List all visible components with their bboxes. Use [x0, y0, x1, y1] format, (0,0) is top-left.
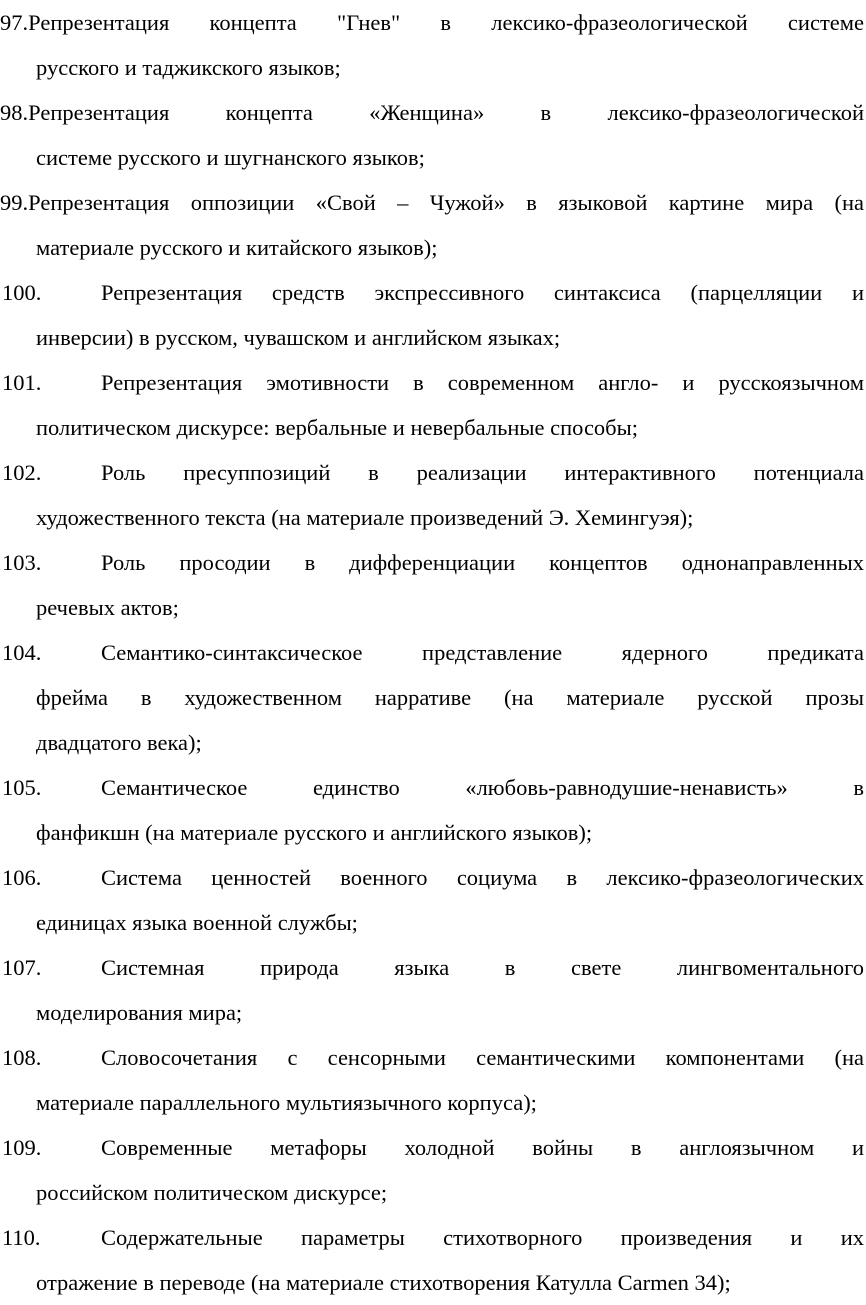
list-item-text-line: отражение в переводе (на материале стихотворения Катулла Carmen 34); — [36, 1270, 731, 1295]
list-item-text-line: Репрезентация эмотивности в современном англо- и русскоязычном — [101, 370, 864, 395]
list-item-text-line: Системная природа языка в свете лингвоментального — [101, 955, 864, 980]
list-item-text-line — [0, 90, 866, 135]
list-item-text-line: моделирования мира; — [36, 1000, 243, 1025]
list-item-text-line: материале параллельного мультиязычного корпуса); — [36, 1090, 537, 1115]
list-item-text-line: Содержательные параметры стихотворного произведения и их — [101, 1225, 864, 1250]
list-item-text-line: материале русского и китайского языков); — [36, 235, 438, 260]
list-item-number: 104. — [2, 640, 42, 665]
list-item — [0, 0, 866, 90]
list-item-text-line: Система ценностей военного социума в лексико-фразеологических — [101, 865, 864, 890]
list-item — [0, 765, 866, 855]
list-item — [0, 1035, 866, 1125]
list-item-text-line: русского и таджикского языков; — [36, 55, 341, 80]
list-item-text-line: системе русского и шугнанского языков; — [36, 145, 425, 170]
list-item-text-line: Репрезентация средств экспрессивного синтаксиса (парцелляции и — [101, 280, 864, 305]
list-item-number: 101. — [2, 370, 42, 395]
list-item-number: 105. — [2, 775, 42, 800]
list-item — [0, 270, 866, 360]
list-item-text-line: Роль просодии в дифференциации концептов однонаправленных — [101, 550, 864, 575]
list-item-number: 107. — [2, 955, 42, 980]
list-item-text-line: Современные метафоры холодной войны в англоязычном и — [101, 1135, 864, 1160]
list-item-number: 109. — [2, 1135, 42, 1160]
list-item-number: 103. — [2, 550, 42, 575]
list-item-text-line: единицах языка военной службы; — [36, 910, 358, 935]
list-item-text-line — [0, 0, 866, 45]
list-item — [0, 450, 866, 540]
list-item — [0, 855, 866, 945]
list-item-text-line: Семантико-синтаксическое представление ядерного предиката — [101, 640, 864, 665]
list-item-text-line: Семантическое единство «любовь-равнодушие-ненависть» в — [101, 775, 864, 800]
list-item-number: 97. — [0, 10, 29, 35]
list-item-number: 98. — [0, 100, 29, 125]
list-item-text: Репрезентация концепта "Гнев" в лексико-фразеологической системе — [28, 10, 864, 35]
list-item-number: 99. — [0, 190, 29, 215]
list-item-text-line: художественного текста (на материале произведений Э. Хемингуэя); — [36, 505, 694, 530]
list-item-text-line: Роль пресуппозиций в реализации интерактивного потенциала — [101, 460, 864, 485]
list-item-text-line: фрейма в художественном нарративе (на материале русской прозы — [36, 685, 864, 710]
list-item-text-line: двадцатого века); — [36, 730, 202, 755]
list-item — [0, 90, 866, 180]
list-item — [0, 630, 866, 765]
list-item — [0, 540, 866, 630]
list-item-text-line: Словосочетания с сенсорными семантическими компонентами (на — [101, 1045, 864, 1070]
list-item-text-line: инверсии) в русском, чувашском и английском языках; — [36, 325, 561, 350]
list-item-text-line: российском политическом дискурсе; — [36, 1180, 388, 1205]
list-item-number: 102. — [2, 460, 42, 485]
list-item-text-line: политическом дискурсе: вербальные и невербальные способы; — [36, 415, 638, 440]
list-item — [0, 1125, 866, 1215]
list-item-text-line: речевых актов; — [36, 595, 179, 620]
list-item-text: Репрезентация оппозиции «Свой – Чужой» в языковой картине мира (на — [28, 190, 864, 215]
list-item-number: 100. — [2, 280, 42, 305]
list-item — [0, 360, 866, 450]
list-item — [0, 945, 866, 1035]
list-item-number: 106. — [2, 865, 42, 890]
list-item-text-line: фанфикшн (на материале русского и английского языков); — [36, 820, 593, 845]
list-item-text: Репрезентация концепта «Женщина» в лексико-фразеологической — [28, 100, 864, 125]
list-item-number: 110. — [2, 1225, 41, 1250]
list-item-text-line — [0, 180, 866, 225]
list-item — [0, 180, 866, 270]
list-item — [0, 1215, 866, 1305]
list-item-number: 108. — [2, 1045, 42, 1070]
